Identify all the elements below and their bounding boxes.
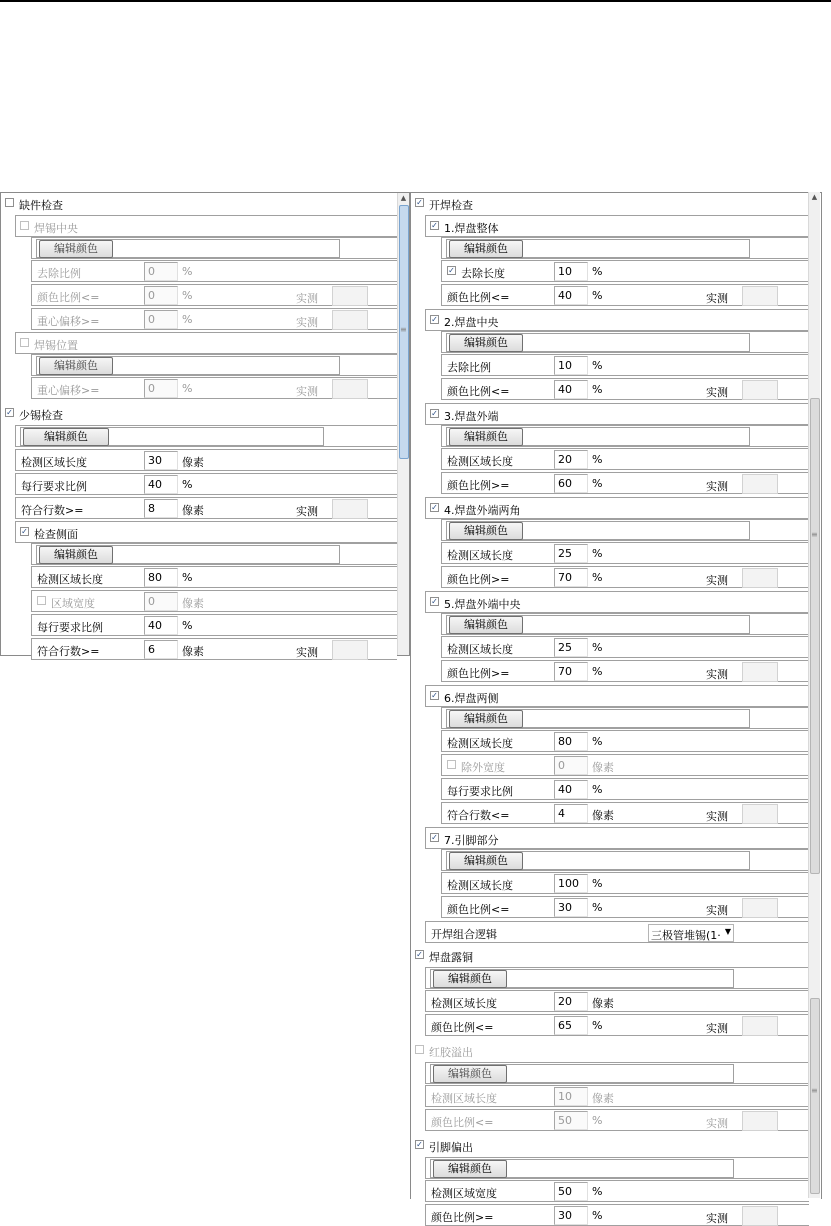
measure-label: 实测 (706, 480, 728, 493)
settings-row (411, 1135, 809, 1157)
field-label: 检测区域长度 (431, 1092, 497, 1105)
unit-label: % (592, 289, 603, 302)
edit-color-button[interactable]: 编辑颜色 (433, 1065, 507, 1083)
sub-pad-1-label: 1.焊盘整体 (444, 222, 499, 235)
checkbox-icon[interactable]: ✓ (431, 221, 438, 230)
settings-row (15, 497, 397, 519)
group-1-label: 焊盘露铜 (429, 951, 473, 964)
group-3-label: 引脚偏出 (429, 1141, 473, 1154)
edit-color-button[interactable]: 编辑颜色 (449, 522, 523, 540)
field-label: 检测区域长度 (37, 573, 103, 586)
measure-value-box (332, 499, 368, 519)
settings-row (441, 730, 809, 752)
sub-pad-7-label: 7.引脚部分 (444, 834, 499, 847)
unit-label: 像素 (592, 761, 614, 774)
settings-row (31, 566, 397, 588)
settings-row (441, 896, 809, 918)
right-scrollbar[interactable] (808, 192, 820, 1198)
field-label: 颜色比例<= (447, 903, 510, 916)
field-label: 去除长度 (461, 267, 505, 280)
sub-pad-6-label: 6.焊盘两侧 (444, 692, 499, 705)
field-label: 重心偏移>= (37, 384, 100, 397)
sub-check-side-label: 检查侧面 (34, 528, 78, 541)
checkbox-icon[interactable]: ✓ (431, 691, 438, 700)
value-input[interactable]: 40 (554, 780, 588, 799)
settings-row (15, 425, 397, 447)
value-input[interactable]: 40 (554, 286, 588, 305)
field-label: 颜色比例<= (447, 291, 510, 304)
measure-value-box (742, 1111, 778, 1131)
settings-row (441, 378, 809, 400)
value-input[interactable]: 0 (144, 262, 178, 281)
field-label: 检测区域长度 (447, 643, 513, 656)
scroll-thumb-lower[interactable] (810, 998, 820, 1194)
field-label: 区域宽度 (51, 597, 95, 610)
settings-row (441, 872, 809, 894)
value-input[interactable]: 20 (554, 450, 588, 469)
settings-row (31, 260, 397, 282)
settings-row (425, 1157, 809, 1179)
measure-label: 实测 (296, 316, 318, 329)
unit-label: % (592, 665, 603, 678)
settings-row (425, 827, 809, 849)
value-input[interactable]: 20 (554, 992, 588, 1011)
field-label: 颜色比例<= (447, 385, 510, 398)
unit-label: % (592, 453, 603, 466)
settings-row (425, 497, 809, 519)
value-input[interactable]: 25 (554, 544, 588, 563)
checkbox-icon[interactable]: ✓ (431, 409, 438, 418)
value-input[interactable]: 100 (554, 874, 588, 893)
scroll-thumb[interactable] (810, 398, 820, 874)
grip-icon: ≡ (811, 1086, 818, 1095)
settings-row (425, 1062, 809, 1084)
checkbox-icon[interactable]: ✓ (448, 266, 455, 275)
settings-row (425, 591, 809, 613)
value-input[interactable]: 50 (554, 1182, 588, 1201)
field-label: 检测区域长度 (447, 455, 513, 468)
measure-label: 实测 (706, 1212, 728, 1225)
unit-label: 像素 (182, 597, 204, 610)
checkbox-icon[interactable]: ✓ (416, 1140, 423, 1149)
chevron-down-icon: ▼ (724, 927, 731, 936)
value-input[interactable]: 30 (554, 898, 588, 917)
field-label: 颜色比例<= (431, 1116, 494, 1129)
value-input[interactable]: 70 (554, 568, 588, 587)
right-settings-panel (410, 192, 822, 1225)
checkbox-icon[interactable] (20, 221, 29, 230)
settings-row (441, 660, 809, 682)
unit-label: % (182, 382, 193, 395)
field-label: 每行要求比例 (447, 785, 513, 798)
settings-row (15, 215, 397, 237)
settings-row (441, 849, 809, 871)
settings-row (441, 566, 809, 588)
field-label: 每行要求比例 (37, 621, 103, 634)
edit-color-button[interactable]: 编辑颜色 (449, 616, 523, 634)
unit-label: % (592, 783, 603, 796)
measure-value-box (742, 1016, 778, 1036)
settings-row (15, 521, 397, 543)
value-input[interactable]: 25 (554, 638, 588, 657)
settings-row (15, 332, 397, 354)
unit-label: % (592, 383, 603, 396)
group-low-solder-label: 少锡检查 (19, 409, 63, 422)
edit-color-button[interactable]: 编辑颜色 (39, 357, 113, 375)
grip-icon: ≡ (811, 530, 818, 539)
field-label: 颜色比例>= (447, 479, 510, 492)
field-label: 去除比例 (37, 267, 81, 280)
settings-row (425, 1109, 809, 1131)
measure-label: 实测 (706, 904, 728, 917)
checkbox-icon[interactable]: ✓ (6, 408, 13, 417)
settings-row (425, 921, 809, 943)
unit-label: % (182, 571, 193, 584)
settings-row (425, 1085, 809, 1107)
measure-label: 实测 (706, 668, 728, 681)
field-label: 重心偏移>= (37, 315, 100, 328)
checkbox-icon[interactable] (37, 596, 46, 605)
measure-label: 实测 (706, 810, 728, 823)
edit-color-button[interactable]: 编辑颜色 (449, 428, 523, 446)
value-input[interactable]: 30 (554, 1206, 588, 1225)
settings-row (441, 425, 809, 447)
value-input[interactable]: 4 (554, 804, 588, 823)
field-label: 颜色比例<= (431, 1021, 494, 1034)
measure-value-box (742, 286, 778, 306)
settings-row (31, 543, 397, 565)
sub-solder-position-label: 焊锡位置 (34, 339, 78, 352)
unit-label: % (592, 735, 603, 748)
sub-pad-2-label: 2.焊盘中央 (444, 316, 499, 329)
edit-color-button[interactable]: 编辑颜色 (433, 970, 507, 988)
edit-color-button[interactable]: 编辑颜色 (449, 240, 523, 258)
value-input[interactable]: 8 (144, 499, 178, 518)
settings-row (441, 778, 809, 800)
settings-row (15, 449, 397, 471)
field-label: 检测区域长度 (447, 737, 513, 750)
settings-row (411, 1040, 809, 1062)
field-label: 颜色比例>= (431, 1211, 494, 1224)
settings-row (425, 215, 809, 237)
measure-label: 实测 (706, 292, 728, 305)
scroll-up-icon[interactable]: ▲ (811, 193, 818, 201)
checkbox-icon[interactable]: ✓ (21, 527, 28, 536)
settings-row (425, 967, 809, 989)
settings-row (425, 1180, 809, 1202)
field-label: 颜色比例<= (37, 291, 100, 304)
value-input[interactable]: 30 (144, 451, 178, 470)
unit-label: 像素 (592, 997, 614, 1010)
value-input[interactable]: 65 (554, 1016, 588, 1035)
settings-row (425, 685, 809, 707)
value-input[interactable]: 80 (144, 568, 178, 587)
value-input[interactable]: 0 (144, 286, 178, 305)
measure-label: 实测 (706, 386, 728, 399)
measure-value-box (742, 474, 778, 494)
unit-label: % (592, 1185, 603, 1198)
value-input[interactable]: 10 (554, 356, 588, 375)
measure-value-box (742, 1206, 778, 1226)
unit-label: 像素 (182, 456, 204, 469)
unit-label: % (592, 477, 603, 490)
scroll-up-icon[interactable]: ▲ (400, 194, 407, 202)
field-label: 颜色比例>= (447, 667, 510, 680)
settings-row (411, 945, 809, 967)
measure-value-box (332, 379, 368, 399)
settings-row (441, 519, 809, 541)
measure-value-box (742, 898, 778, 918)
field-label: 除外宽度 (461, 761, 505, 774)
measure-label: 实测 (296, 292, 318, 305)
checkbox-icon[interactable]: ✓ (431, 597, 438, 606)
settings-row (411, 193, 809, 215)
field-label: 符合行数>= (37, 645, 100, 658)
value-input[interactable]: 60 (554, 474, 588, 493)
value-input[interactable]: 40 (144, 475, 178, 494)
group-missing-label: 缺件检查 (19, 199, 63, 212)
checkbox-icon[interactable]: ✓ (431, 833, 438, 842)
unit-label: % (182, 619, 193, 632)
value-input[interactable]: 70 (554, 662, 588, 681)
settings-row (31, 308, 397, 330)
settings-row (15, 473, 397, 495)
settings-row (31, 284, 397, 306)
checkbox-icon[interactable] (415, 1045, 424, 1054)
group-2-label: 红胶溢出 (429, 1046, 473, 1059)
unit-label: % (182, 289, 193, 302)
sub-pad-5-label: 5.焊盘外端中央 (444, 598, 521, 611)
field-label: 检测区域长度 (447, 549, 513, 562)
settings-row (1, 193, 397, 215)
settings-row (441, 472, 809, 494)
value-input[interactable]: 50 (554, 1111, 588, 1130)
checkbox-icon[interactable] (20, 338, 29, 347)
value-input[interactable]: 0 (144, 592, 178, 611)
value-input[interactable]: 10 (554, 262, 588, 281)
settings-row (441, 636, 809, 658)
field-label: 检测区域长度 (21, 456, 87, 469)
checkbox-icon[interactable] (447, 760, 456, 769)
unit-label: % (592, 1019, 603, 1032)
settings-row (441, 754, 809, 776)
value-input[interactable]: 0 (144, 379, 178, 398)
settings-row (441, 260, 809, 282)
field-label: 每行要求比例 (21, 480, 87, 493)
open-solder-title: 开焊检查 (429, 199, 473, 212)
field-label: 检测区域长度 (447, 879, 513, 892)
unit-label: % (592, 1209, 603, 1222)
edit-color-button[interactable]: 编辑颜色 (39, 546, 113, 564)
logic-select-value: 三极管堆锡(1· (651, 929, 721, 942)
settings-row (441, 237, 809, 259)
settings-row (441, 707, 809, 729)
measure-value-box (742, 380, 778, 400)
unit-label: 像素 (592, 809, 614, 822)
value-input[interactable]: 40 (554, 380, 588, 399)
measure-label: 实测 (296, 385, 318, 398)
field-label: 颜色比例>= (447, 573, 510, 586)
unit-label: % (182, 478, 193, 491)
settings-row (441, 802, 809, 824)
field-label: 检测区域宽度 (431, 1187, 497, 1200)
unit-label: 像素 (592, 1092, 614, 1105)
settings-row (425, 990, 809, 1012)
checkbox-icon[interactable] (5, 198, 14, 207)
settings-row (441, 542, 809, 564)
measure-value-box (332, 310, 368, 330)
checkbox-icon[interactable]: ✓ (416, 950, 423, 959)
unit-label: 像素 (182, 645, 204, 658)
measure-label: 实测 (296, 505, 318, 518)
value-input[interactable]: 0 (554, 756, 588, 775)
unit-label: % (592, 901, 603, 914)
edit-color-button[interactable]: 编辑颜色 (449, 334, 523, 352)
edit-color-button[interactable]: 编辑颜色 (23, 428, 109, 446)
value-input[interactable]: 6 (144, 640, 178, 659)
settings-row (441, 354, 809, 376)
checkbox-icon[interactable]: ✓ (431, 315, 438, 324)
top-border-line (0, 0, 831, 2)
measure-label: 实测 (706, 574, 728, 587)
unit-label: % (592, 547, 603, 560)
logic-label: 开焊组合逻辑 (431, 928, 497, 941)
settings-row (31, 638, 397, 660)
measure-value-box (742, 804, 778, 824)
value-input[interactable]: 10 (554, 1087, 588, 1106)
measure-label: 实测 (296, 646, 318, 659)
edit-color-button[interactable]: 编辑颜色 (433, 1160, 507, 1178)
measure-value-box (332, 286, 368, 306)
checkbox-icon[interactable]: ✓ (431, 503, 438, 512)
checkbox-icon[interactable]: ✓ (416, 198, 423, 207)
unit-label: 像素 (182, 504, 204, 517)
grip-icon: ≡ (400, 325, 407, 334)
measure-label: 实测 (706, 1022, 728, 1035)
unit-label: % (592, 359, 603, 372)
sub-pad-4-label: 4.焊盘外端两角 (444, 504, 521, 517)
left-settings-panel (0, 192, 410, 659)
settings-row (31, 590, 397, 612)
settings-row (31, 377, 397, 399)
field-label: 检测区域长度 (431, 997, 497, 1010)
measure-value-box (742, 662, 778, 682)
field-label: 符合行数>= (21, 504, 84, 517)
unit-label: % (592, 265, 603, 278)
edit-color-button[interactable]: 编辑颜色 (449, 710, 523, 728)
settings-row (425, 403, 809, 425)
unit-label: % (592, 877, 603, 890)
edit-color-button[interactable]: 编辑颜色 (449, 852, 523, 870)
settings-row (441, 613, 809, 635)
settings-row (425, 309, 809, 331)
logic-select[interactable] (648, 924, 734, 942)
value-input[interactable]: 80 (554, 732, 588, 751)
settings-row (441, 448, 809, 470)
unit-label: % (182, 313, 193, 326)
sub-solder-center-label: 焊锡中央 (34, 222, 78, 235)
unit-label: % (592, 641, 603, 654)
value-input[interactable]: 40 (144, 616, 178, 635)
settings-row (425, 1204, 809, 1226)
measure-value-box (332, 640, 368, 660)
settings-row (31, 354, 397, 376)
unit-label: % (592, 571, 603, 584)
unit-label: % (182, 265, 193, 278)
settings-row (441, 284, 809, 306)
settings-row (31, 237, 397, 259)
sub-pad-3-label: 3.焊盘外端 (444, 410, 499, 423)
field-label: 符合行数<= (447, 809, 510, 822)
left-scrollbar[interactable] (397, 193, 409, 655)
field-label: 去除比例 (447, 361, 491, 374)
unit-label: % (592, 1114, 603, 1127)
measure-value-box (742, 568, 778, 588)
settings-row (31, 614, 397, 636)
edit-color-button[interactable]: 编辑颜色 (39, 240, 113, 258)
measure-label: 实测 (706, 1117, 728, 1130)
value-input[interactable]: 0 (144, 310, 178, 329)
settings-row (441, 331, 809, 353)
settings-row (425, 1014, 809, 1036)
settings-row (1, 403, 397, 425)
